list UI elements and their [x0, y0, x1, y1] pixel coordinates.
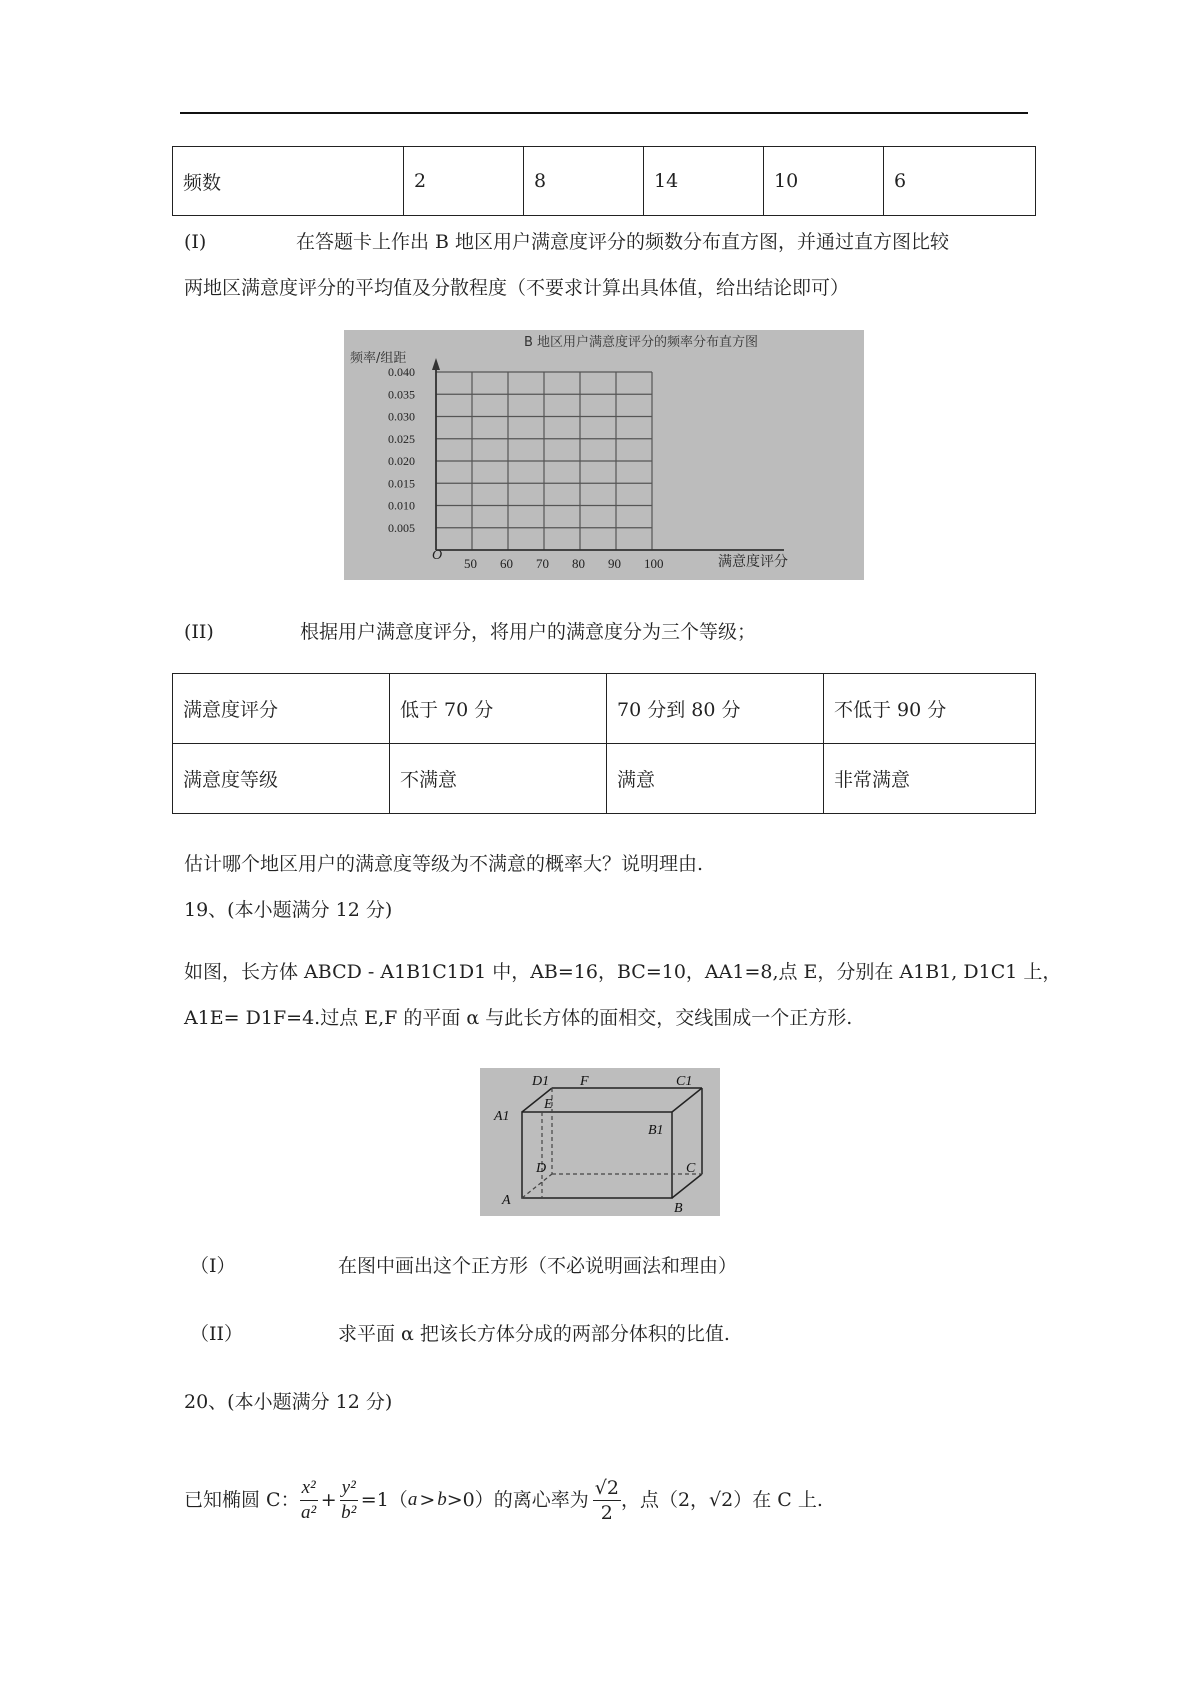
label-d: D	[536, 1161, 547, 1176]
fraction-denominator: b²	[341, 1501, 357, 1523]
label-c: C	[686, 1161, 696, 1176]
plus-sign: +	[320, 1489, 337, 1511]
histogram-title: B 地区用户满意度评分的频率分布直方图	[524, 335, 759, 350]
label-d1: D1	[532, 1074, 550, 1089]
table-cell: 非常满意	[824, 744, 1036, 814]
q18-sub1-line1: 在答题卡上作出 B 地区用户满意度评分的频数分布直方图，并通过直方图比较	[296, 231, 950, 253]
x-tick-label: 90	[608, 556, 621, 571]
q18-question: 估计哪个地区用户的满意度等级为不满意的概率大？说明理由.	[184, 853, 704, 875]
table-cell: 满意	[607, 744, 824, 814]
q20-statement	[184, 1470, 823, 1530]
q19-sub2-number: （II）	[190, 1323, 244, 1345]
y-tick-label: 0.005	[388, 520, 415, 535]
q19-line2: A1E= D1F=4.过点 E,F 的平面 α 与此长方体的面相交，交线围成一个正方形.	[184, 1007, 853, 1029]
q18-sub2-number: (II)	[184, 621, 214, 643]
q19-line1: 如图，长方体 ABCD - A1B1C1D1 中，AB=16，BC=10，AA1=8,点 E，分别在 A1B1, D1C1 上，	[184, 961, 1062, 983]
q18-sub1-line2: 两地区满意度评分的平均值及分散程度（不要求计算出具体值，给出结论即可）	[184, 277, 850, 299]
q19-header: 19、(本小题满分 12 分)	[184, 899, 393, 921]
x-tick-label: 80	[572, 556, 585, 571]
table-row	[173, 147, 1036, 216]
y-tick-label: 0.020	[388, 454, 415, 468]
point-prefix: ，点（2，	[620, 1489, 710, 1511]
point-root: √2	[709, 1489, 734, 1511]
fraction-numerator: √2	[594, 1476, 619, 1499]
q18-sub1-number: (I)	[184, 231, 207, 253]
q19-sub2-text: 求平面 α 把该长方体分成的两部分体积的比值.	[338, 1323, 730, 1345]
y-tick-label: 0.025	[388, 431, 415, 446]
frequency-table	[172, 146, 1036, 216]
label-e: E	[544, 1097, 553, 1112]
table-cell: 不低于 90 分	[824, 674, 1036, 744]
fraction-denominator: a²	[301, 1501, 317, 1523]
table-cell: 频数	[173, 147, 404, 216]
table-cell: 满意度评分	[173, 674, 390, 744]
table-cell: 2	[404, 147, 524, 216]
q20-header: 20、(本小题满分 12 分)	[184, 1391, 393, 1413]
satisfaction-table	[172, 673, 1036, 814]
q20-prefix: 已知椭圆 C：	[184, 1489, 300, 1511]
y-tick-label: 0.030	[388, 409, 415, 424]
histogram-ylabel: 频率/组距	[350, 351, 407, 366]
fraction-x-over-a	[300, 1476, 318, 1525]
y-tick-label: 0.015	[388, 476, 415, 491]
table-cell: 10	[764, 147, 884, 216]
condition-open: （	[388, 1489, 408, 1511]
eccentricity-fraction	[593, 1476, 621, 1525]
table-cell: 满意度等级	[173, 744, 390, 814]
label-a1: A1	[494, 1109, 510, 1124]
q19-sub1-text: 在图中画出这个正方形（不必说明画法和理由）	[338, 1255, 738, 1277]
x-tick-label: 100	[644, 556, 664, 571]
condition-rest: >0）的离心率为	[446, 1489, 589, 1511]
point-suffix: ）在 C 上.	[733, 1489, 823, 1511]
equals-one: =1	[360, 1489, 389, 1511]
label-b: B	[674, 1201, 683, 1216]
fraction-numerator: x²	[300, 1476, 318, 1501]
fraction-numerator: y²	[340, 1476, 358, 1501]
q18-sub2-text: 根据用户满意度评分，将用户的满意度分为三个等级；	[300, 621, 757, 643]
table-row	[173, 744, 1036, 814]
y-tick-label: 0.040	[388, 365, 415, 379]
histogram-figure	[344, 330, 864, 580]
label-c1: C1	[676, 1074, 693, 1089]
table-cell: 70 分到 80 分	[607, 674, 824, 744]
x-tick-label: 50	[464, 556, 477, 571]
condition-a: a	[407, 1489, 418, 1510]
x-tick-label: 60	[500, 556, 513, 571]
condition-gt: >	[419, 1489, 436, 1511]
table-cell: 8	[524, 147, 644, 216]
table-cell: 14	[644, 147, 764, 216]
fraction-denominator: 2	[600, 1501, 613, 1524]
header-rule	[180, 112, 1028, 114]
label-a: A	[502, 1193, 511, 1208]
q19-sub1-number: （I）	[190, 1255, 236, 1277]
y-tick-label: 0.035	[388, 387, 415, 402]
label-f: F	[580, 1074, 589, 1089]
condition-b: b	[437, 1489, 447, 1510]
cuboid-figure	[480, 1068, 720, 1216]
table-cell: 低于 70 分	[390, 674, 607, 744]
y-tick-label: 0.010	[388, 498, 415, 513]
histogram-origin: O	[432, 548, 443, 563]
table-cell: 6	[884, 147, 1036, 216]
histogram-xlabel: 满意度评分	[718, 554, 788, 570]
table-row	[173, 674, 1036, 744]
table-cell: 不满意	[390, 744, 607, 814]
x-tick-label: 70	[536, 556, 549, 571]
label-b1: B1	[648, 1123, 664, 1138]
fraction-y-over-b	[340, 1476, 358, 1525]
